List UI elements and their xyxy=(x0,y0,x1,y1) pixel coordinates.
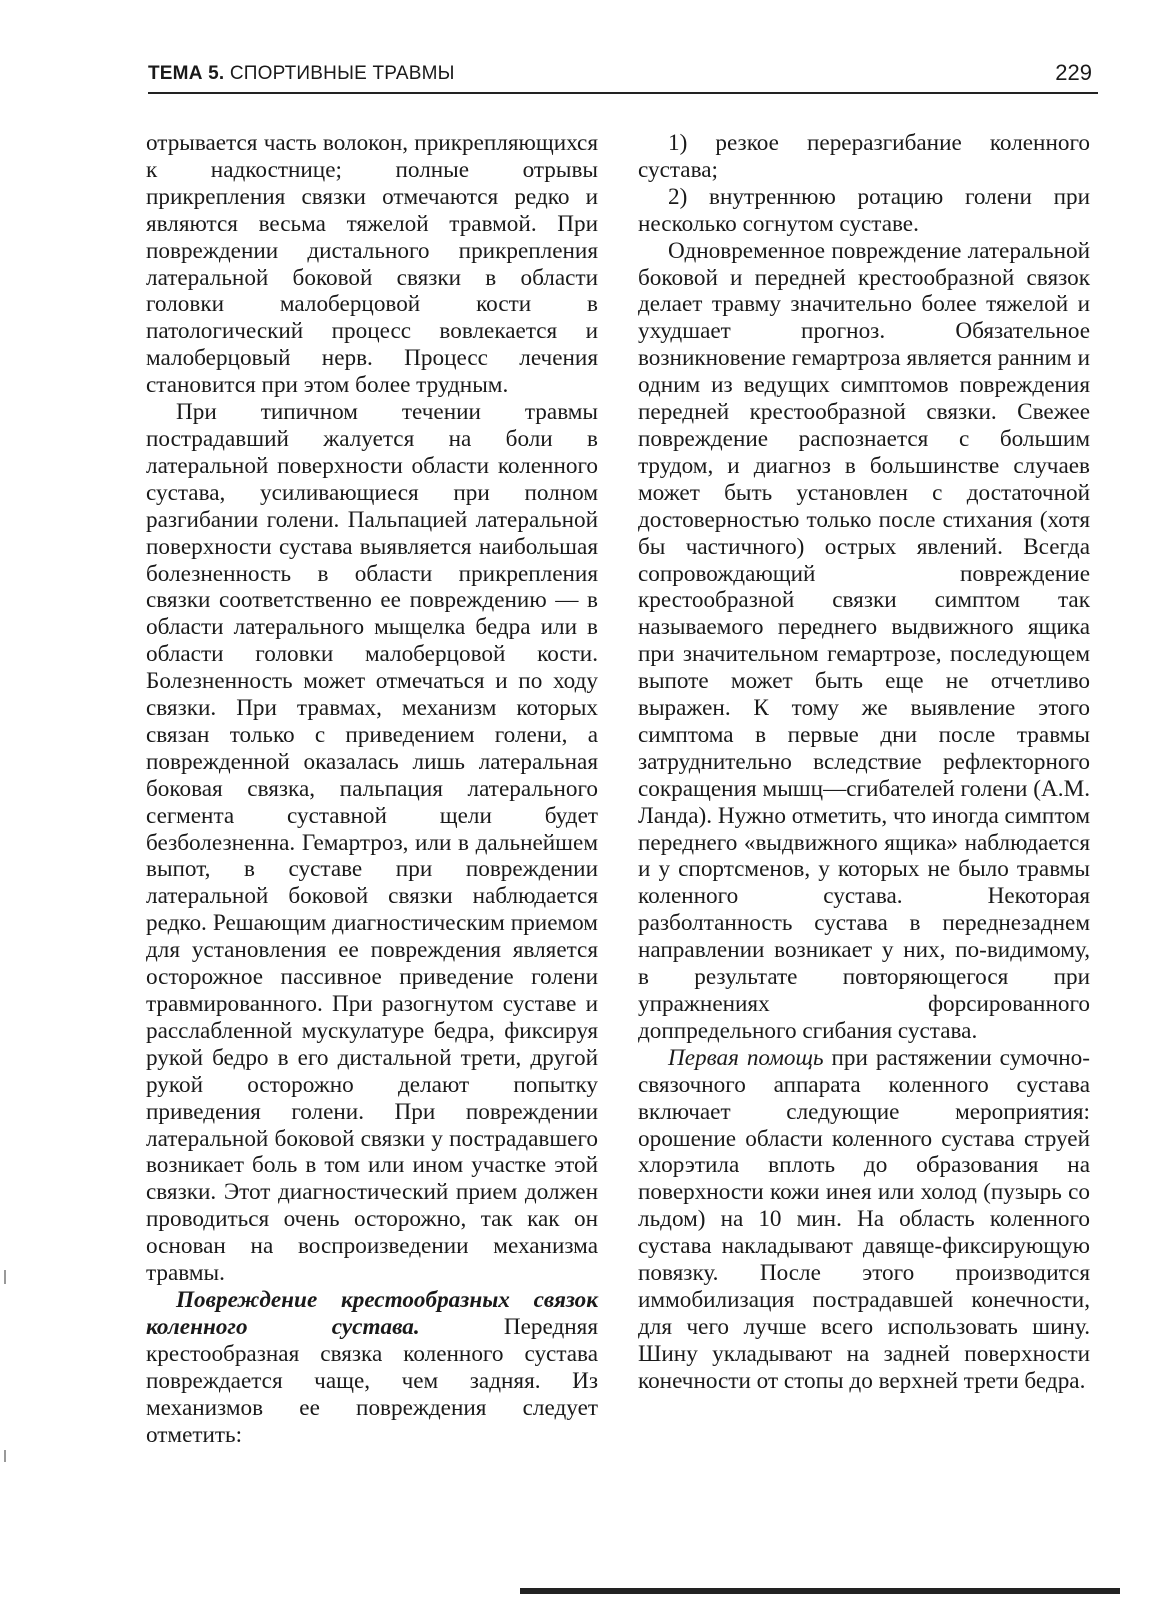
list-item: 2) внутреннюю ротацию голени при несколько согнутом суставе. xyxy=(638,183,1090,237)
paragraph: отрывается часть волокон, прикрепляющихся к надкостнице; полные отрывы прикрепления связки отмечаются редко и являются весьма тяжелой травмой. При повреждении дистального прикрепления латеральной боковой связки в области головки малоберцовой кости в патологический процесс вовлекается и малоберцовый нерв. Процесс лечения становится при этом более трудным. xyxy=(146,130,598,399)
chapter-name: СПОРТИВНЫЕ ТРАВМЫ xyxy=(224,63,455,84)
running-head xyxy=(148,52,1098,94)
paragraph xyxy=(638,1045,1090,1395)
section-heading: Повреждение крестообразных связок коленного сустава. xyxy=(146,1286,598,1340)
bottom-rule xyxy=(520,1588,1120,1594)
scan-edge-mark xyxy=(4,1450,6,1462)
paragraph-text: при растяжении сумочно-связочного аппарата коленного сустава включает следующие мероприятия: орошение области коленного сустава струей хлорэтила вплоть до образования на поверхности кожи инея или холод (пузырь со льдом) на 10 мин. На область коленного сустава накладывают давяще-фиксирующую повязку. После этого производится иммобилизация пострадавшей конечности, для чего лучше всего использовать шину. Шину укладывают на задней поверхности конечности от стопы до верхней трети бедра. xyxy=(638,1044,1090,1394)
scan-edge-mark xyxy=(4,1270,6,1284)
emphasis-term: Первая помощь xyxy=(668,1044,824,1071)
paragraph xyxy=(146,1287,598,1448)
left-column xyxy=(146,130,598,1448)
paragraph: При типичном течении травмы пострадавший жалуется на боли в латеральной поверхности области коленного сустава, усиливающиеся при полном разгибании голени. Пальпацией латеральной поверхности сустава выявляется наибольшая болезненность в области прикрепления связки соответственно ее повреждению — в области латерального мыщелка бедра или в области головки малоберцовой кости. Болезненность может отмечаться и по ходу связки. При травмах, механизм которых связан только с приведением голени, а поврежденной оказалась лишь латеральная боковая связка, пальпация латерального сегмента суставной щели будет безболезненна. Гемартроз, или в дальнейшем выпот, в суставе при повреждении латеральной боковой связки наблюдается редко. Решающим диагностическим приемом для установления ее повреждения является осторожное пассивное приведение голени травмированного. При разогнутом суставе и расслабленной мускулатуре бедра, фиксируя рукой бедро в его дистальной трети, другой рукой осторожно делают попытку приведения голени. При повреждении латеральной боковой связки у пострадавшего возникает боль в том или ином участке этой связки. Этот диагностический прием должен проводиться очень осторожно, так как он основан на воспроизведении механизма травмы. xyxy=(146,399,598,1287)
paragraph-text: Передняя крестообразная связка коленного сустава повреждается чаще, чем задняя. Из механизмов ее повреждения следует отметить: xyxy=(146,1313,598,1448)
list-item: 1) резкое переразгибание коленного сустава; xyxy=(638,130,1090,183)
chapter-title xyxy=(148,63,455,85)
chapter-number: ТЕМА 5. xyxy=(148,63,225,84)
page-number: 229 xyxy=(1055,60,1092,85)
paragraph: Одновременное повреждение латеральной боковой и передней крестообразной связок делает травму значительно более тяжелой и ухудшает прогноз. Обязательное возникновение гемартроза является ранним и одним из ведущих симптомов повреждения передней крестообразной связки. Свежее повреждение распознается с большим трудом, и диагноз в большинстве случаев может быть установлен с достаточной достоверностью только после стихания (хотя бы частичного) острых явлений. Всегда сопровождающий повреждение крестообразной связки симптом так называемого переднего выдвижного ящика при значительном гемартрозе, последующем выпоте может быть еще не отчетливо выражен. К тому же выявление этого симптома в первые дни после травмы затруднительно вследствие рефлекторного сокращения мышц—сгибателей голени (А.М. Ланда). Нужно отметить, что иногда симптом переднего «выдвижного ящика» наблюдается и у спортсменов, у которых не было травмы коленного сустава. Некоторая разболтанность сустава в переднезаднем направлении возникает у них, по-видимому, в результате повторяющегося при упражнениях форсированного доппредельного сгибания сустава. xyxy=(638,237,1090,1044)
right-column xyxy=(638,130,1090,1395)
